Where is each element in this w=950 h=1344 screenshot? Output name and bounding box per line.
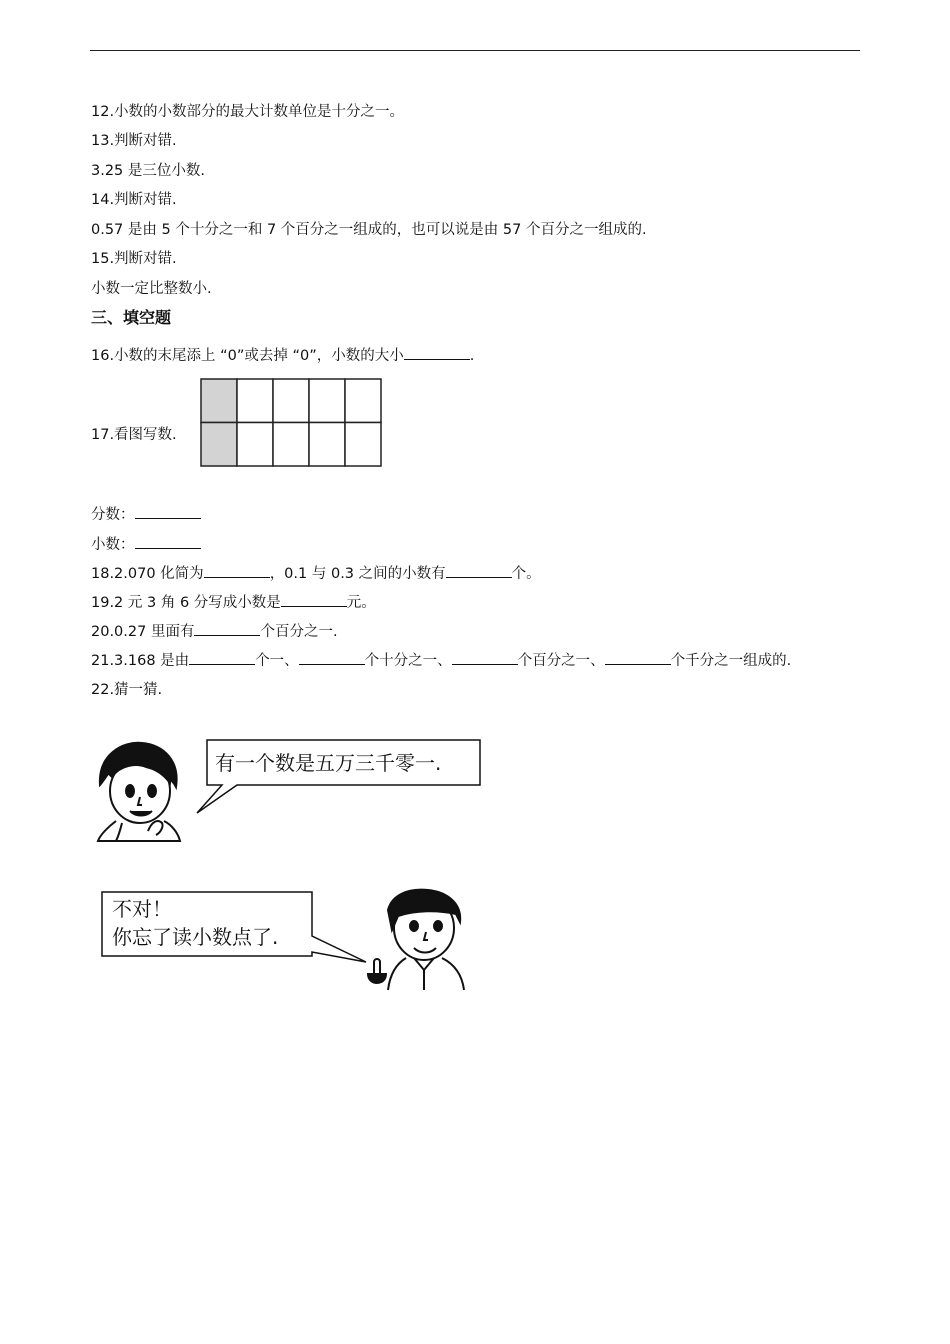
question-14-body: 0.57 是由 5 个十分之一和 7 个百分之一组成的，也可以说是由 57 个百分之一组成的.	[91, 222, 647, 238]
question-16-end: .	[469, 348, 475, 364]
question-18-text-c: 个。	[511, 566, 541, 582]
answer-blank[interactable]	[189, 651, 255, 665]
answer-blank[interactable]	[404, 346, 470, 360]
fraction-grid-figure	[200, 378, 382, 467]
question-19-text-b: 元。	[346, 595, 376, 611]
girl-speech-bubble	[197, 740, 480, 813]
question-17: 17.看图写数.	[91, 427, 177, 443]
boy-speech-line2: 你忘了读小数点了.	[112, 925, 279, 949]
girl-figure-icon	[98, 743, 180, 841]
question-21-text-e: 个千分之一组成的.	[670, 653, 792, 669]
question-14-title: 14.判断对错.	[91, 192, 177, 208]
question-16-text: 16.小数的末尾添上 “0”或去掉 “0”，小数的大小	[91, 348, 404, 364]
grid-cell	[309, 423, 345, 467]
answer-blank[interactable]	[605, 651, 671, 665]
question-17-decimal	[91, 535, 201, 555]
grid-cell	[273, 379, 309, 423]
girl-speech-text: 有一个数是五万三千零一.	[215, 751, 442, 775]
question-21-text-d: 个百分之一、	[517, 653, 605, 669]
grid-cell	[309, 379, 345, 423]
boy-figure-icon	[368, 890, 464, 990]
grid-cell-shaded	[201, 379, 237, 423]
answer-blank[interactable]	[299, 651, 365, 665]
boy-cartoon	[98, 886, 488, 996]
question-15-title: 15.判断对错.	[91, 251, 177, 267]
question-18	[91, 564, 541, 584]
question-20-text-a: 20.0.27 里面有	[91, 624, 195, 640]
section-heading-fill-in: 三、填空题	[91, 308, 172, 327]
question-16	[91, 346, 474, 366]
question-21-text-b: 个一、	[255, 653, 299, 669]
question-12: 12.小数的小数部分的最大计数单位是十分之一。	[91, 104, 405, 120]
grid-cell	[273, 423, 309, 467]
question-13-title: 13.判断对错.	[91, 133, 177, 149]
question-18-text-b: ，0.1 与 0.3 之间的小数有	[269, 566, 446, 582]
grid-cell	[237, 423, 273, 467]
question-13-body: 3.25 是三位小数.	[91, 163, 206, 179]
grid-svg	[200, 378, 382, 467]
answer-blank[interactable]	[281, 593, 347, 607]
fraction-label: 分数：	[91, 507, 135, 523]
answer-blank[interactable]	[135, 505, 201, 519]
question-21-text-a: 21.3.168 是由	[91, 653, 190, 669]
question-19-text-a: 19.2 元 3 角 6 分写成小数是	[91, 595, 281, 611]
question-20-text-b: 个百分之一.	[260, 624, 338, 640]
boy-speech-line1: 不对！	[112, 897, 172, 921]
answer-blank[interactable]	[135, 535, 201, 549]
answer-blank[interactable]	[194, 622, 260, 636]
question-19	[91, 593, 376, 613]
header-rule	[90, 50, 860, 51]
grid-cell	[345, 379, 381, 423]
answer-blank[interactable]	[204, 564, 270, 578]
grid-cell	[345, 423, 381, 467]
question-22: 22.猜一猜.	[91, 682, 163, 698]
answer-blank[interactable]	[452, 651, 518, 665]
girl-cartoon	[92, 735, 492, 845]
question-17-fraction	[91, 505, 201, 525]
grid-cell	[237, 379, 273, 423]
question-20	[91, 622, 338, 642]
question-21-text-c: 个十分之一、	[364, 653, 452, 669]
grid-cell-shaded	[201, 423, 237, 467]
question-21	[91, 651, 791, 671]
answer-blank[interactable]	[446, 564, 512, 578]
question-18-text-a: 18.2.070 化简为	[91, 566, 204, 582]
boy-speech-bubble	[102, 892, 366, 962]
question-15-body: 小数一定比整数小.	[91, 281, 212, 297]
decimal-label: 小数：	[91, 537, 135, 553]
